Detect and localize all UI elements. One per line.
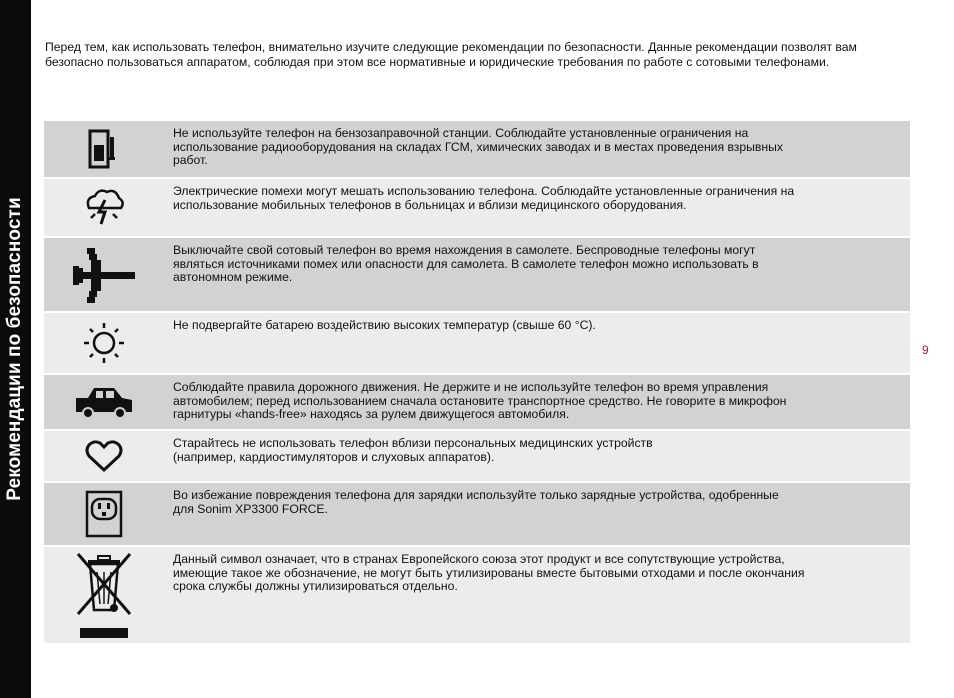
safety-row-text: Данный символ означает, что в странах Европейского союза этот продукт и все сопутствующие устройства, имеющие такое же обозначение, не могут быть утилизированы вместе бытовыми отходами и после окончания срока службы должны утилизироваться отдельно. xyxy=(173,552,805,594)
safety-row-heat xyxy=(44,311,910,373)
safety-row-medical xyxy=(44,429,910,481)
safety-row-text: Старайтесь не использовать телефон вблизи персональных медицинских устройств (например, кардиостимуляторов и слуховых аппаратов). xyxy=(173,436,653,464)
sun-heat-icon xyxy=(80,319,128,367)
safety-row-text: Соблюдайте правила дорожного движения. Не держите и не используйте телефон во время управления автомобилем; перед использованием сначала остановите транспортное средство. Не говорите в микрофон гарнитуры «hands-free» находясь за рулем движущегося автомобиля. xyxy=(173,380,787,422)
intro-paragraph: Перед тем, как использовать телефон, внимательно изучите следующие рекомендации по безопасности. Данные рекомендации позволят вам безопасно пользоваться аппаратом, соблюдая при этом все нормативные и юридические требования по работе с сотовыми телефонами. xyxy=(45,40,857,69)
page-number: 9 xyxy=(922,343,929,357)
safety-row-airplane xyxy=(44,236,910,311)
safety-row-text: Во избежание повреждения телефона для зарядки используйте только зарядные устройства, одобренные для Sonim XP3300 FORCE. xyxy=(173,488,779,516)
safety-row-text: Электрические помехи могут мешать использованию телефона. Соблюдайте установленные ограничения на использование мобильных телефонов в больницах и вблизи медицинского оборудования. xyxy=(173,184,795,212)
electrical-interference-icon xyxy=(81,186,127,230)
safety-row-text: Не используйте телефон на бензозаправочной станции. Соблюдайте установленные ограничения на использование радиооборудования на складах ГСМ, химических заводах и в местах проведения взрывных работ. xyxy=(173,126,783,168)
car-icon xyxy=(74,384,134,420)
power-outlet-icon xyxy=(84,489,124,539)
safety-row-text: Не подвергайте батарею воздействию высоких температур (свыше 60 °C). xyxy=(173,318,596,332)
safety-row-interference xyxy=(44,177,910,236)
sidebar xyxy=(0,0,31,698)
sidebar-title: Рекомендации по безопасности xyxy=(4,197,25,501)
heart-icon xyxy=(84,438,124,474)
safety-row-disposal xyxy=(44,545,910,643)
safety-row-fuel xyxy=(44,121,910,177)
safety-row-car xyxy=(44,373,910,429)
fuel-pump-icon xyxy=(84,127,124,171)
airplane-icon xyxy=(71,244,137,306)
safety-row-text: Выключайте свой сотовый телефон во время нахождения в самолете. Беспроводные телефоны могут являться источниками помех или опасности для самолета. В самолете телефон можно использовать в автономном режиме. xyxy=(173,243,759,285)
crossed-bin-icon xyxy=(74,550,134,640)
safety-row-charger xyxy=(44,481,910,545)
safety-table xyxy=(44,121,910,643)
